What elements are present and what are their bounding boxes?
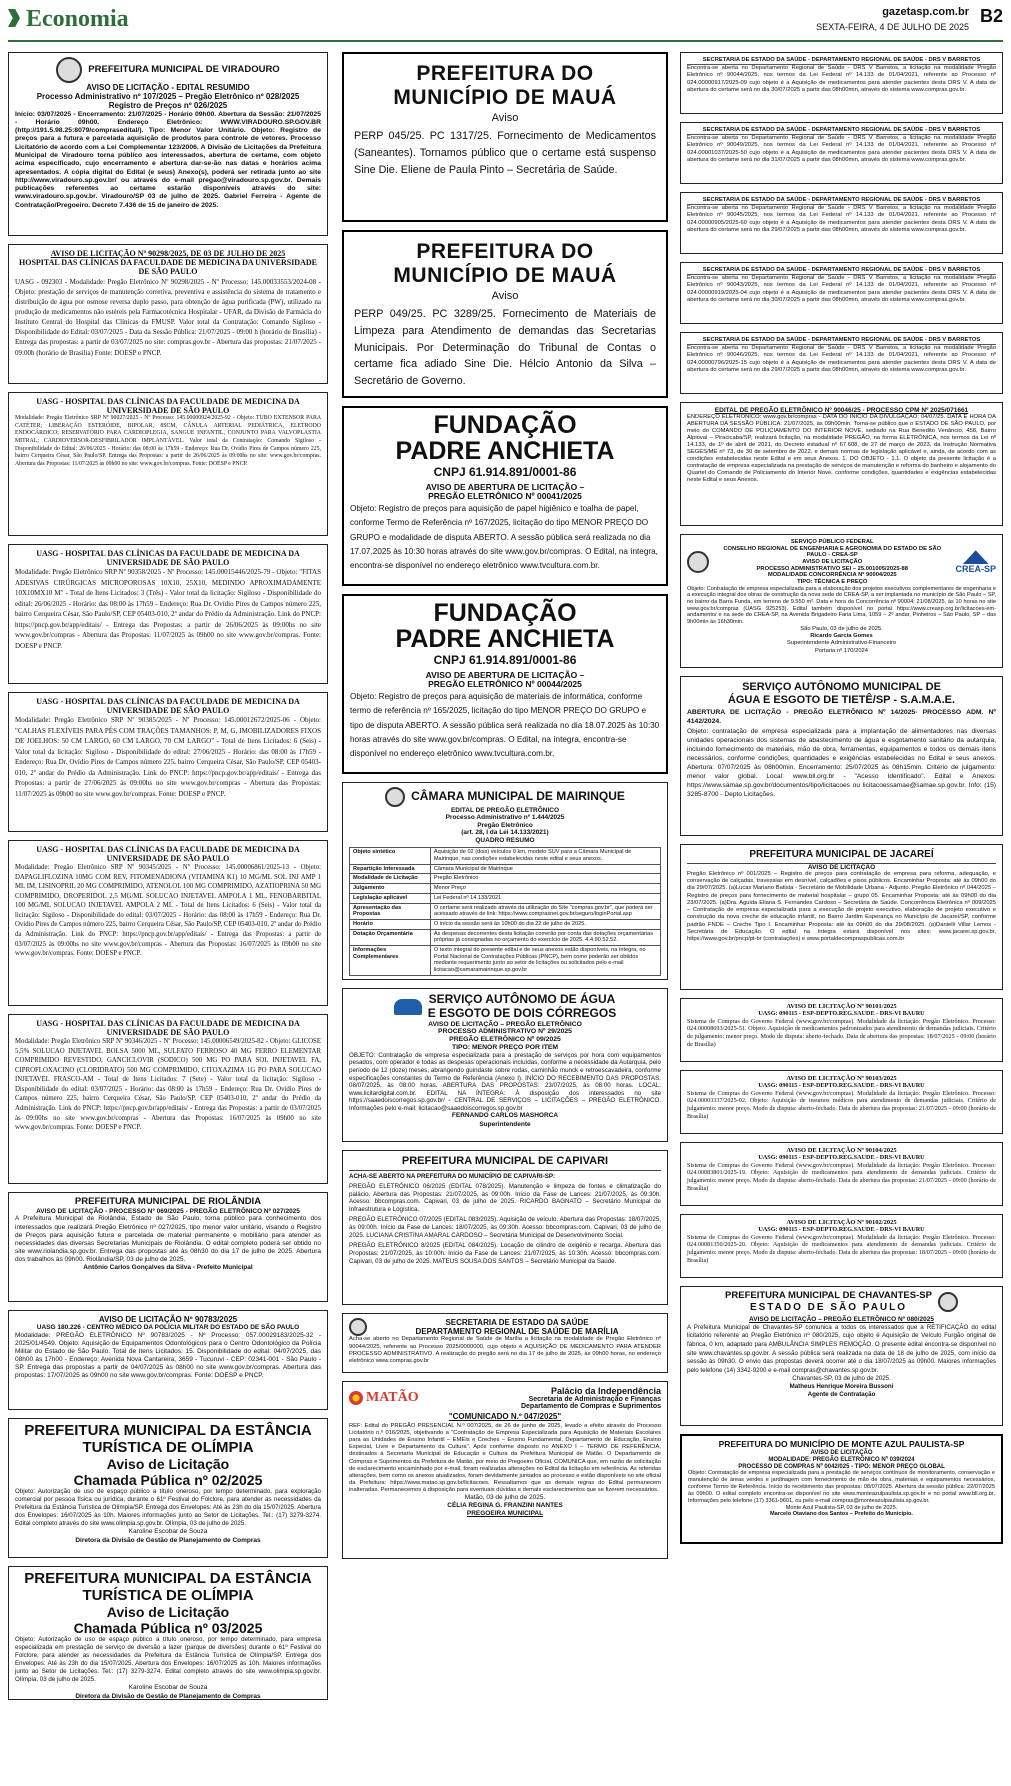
notice-title: PREFEITURA DO <box>416 62 594 85</box>
notice-drs-bauru <box>680 1070 1003 1134</box>
notice-mairinque <box>342 782 668 980</box>
notice-subtitle: PROCESSO DE COMPRAS Nº 0042/025 - TIPO: MENOR PREÇO GLOBAL <box>738 1463 945 1470</box>
notice-title: UASG - HOSPITAL DAS CLÍNICAS DA FACULDADE DE MEDICINA DA UNIVERSIDADE DE SÃO PAULO <box>36 397 300 416</box>
notice-body: Sistema de Compras do Governo Federal (www.gov.br/compras). Modalidade da licitação: Pregão Eletrônico. Processo: 024.00083801/2025-19. Objeto: Aquisição de medicamentos para atendimento de demandas judiciais. Critério de julgamento: menor preço. Modo de disputa: aberto-fechado. Data de abertura das propostas: 21/07/2025 - 09:00 (horário de Brasília) <box>687 1161 996 1192</box>
notice-body: Modalidade: Pregão Eletrônico SRP Nº 90385/2025 - Nº Processo: 145.00012672/2025-06 - Objeto: "CALHAS FLEXÍVEIS PARA PÉS COM TRAÇÕES TAMANHOS: P, M, G, IMOBILIZADORES FIXOS DE JOELHOS: 50 CM LARGO, 60 CM LARGO, 70 CM LARGO" - Total de Itens Licitados: 6 (Seis) - Valor total da licitação: Sigiloso - Disponibilidade do edital: 27/06/2025 - Horário: das 08:00 às 17h59 - Endereço: Rua Dr. Ovídio Pires de Campos número 225, bairro Cerqueira César, São Paulo/SP, CEP 05403-010, 2º andar do Prédio da Administração. Link do PNCP: https://pncp.gov.br/app/editais/ - Entrega das Propostas: a partir de 27/06/2025 às 09:00hs no site www.gov.br/compras - Abertura das Propostas: 11/07/2025 às 09h00 no site www.gov.br/compras. Fonte: DOESP e PNCP. <box>15 716 321 798</box>
summary-key: Dotação Orçamentária <box>350 929 431 945</box>
edition-date: SEXTA-FEIRA, 4 DE JULHO DE 2025 <box>816 22 969 32</box>
summary-key: Modalidade de Licitação <box>350 874 431 884</box>
summary-row <box>350 864 661 874</box>
matao-logo-text: MATÃO <box>366 1390 419 1405</box>
notice-subtitle: TIPO: MENOR PREÇO POR ITEM <box>451 1044 559 1052</box>
notice-capivari <box>342 1150 668 1305</box>
notice-viradouro <box>8 52 328 236</box>
notice-subtitle: UASG: 090115 - ESP-DEPTO.REG.SAUDE - DRS-VI BAURU <box>758 1154 925 1162</box>
notice-signature-role: Diretora da Divisão de Gestão de Planejamento de Compras <box>75 1536 261 1544</box>
notice-body: Encontra-se aberta no Departamento Regional de Saúde - DRS V Barretos, a licitação na modalidade Pregão Eletrônico nº 90049/2025, nos termos da Lei Federal nº 14.133 de 01/04/2021, referente ao Processo nº 024.00001037/2025-50 cujo objeto é a Aquisição de medicamentos para atender pacientes desta DRS V. A data de abertura do certame será no dia 31/07/2025 a partir das 08h00min, através do sistema www.compras.gov.br. <box>687 134 996 164</box>
notice-title: DEPARTAMENTO REGIONAL DE SAÚDE DE MARÍLIA <box>415 1327 619 1337</box>
summary-row <box>350 893 661 903</box>
notice-fundacao-00044 <box>342 594 668 774</box>
header-line: Palácio da Independência <box>550 1386 661 1396</box>
notice-riolandia <box>8 1192 328 1302</box>
header-line: Departamento de Compras e Suprimentos <box>520 1403 661 1410</box>
notice-title: CÂMARA MUNICIPAL DE MAIRINQUE <box>411 789 625 804</box>
header-line: Secretaria de Administração e Finanças <box>528 1396 661 1403</box>
notice-subtitle: Aviso de Licitação <box>106 1456 230 1472</box>
notice-title: E ESGOTO DE DOIS CÓRREGOS <box>427 1005 617 1020</box>
notice-drs-barretos <box>680 262 1003 324</box>
summary-key: Horário <box>350 919 431 929</box>
notice-title: PREFEITURA MUNICIPAL DA ESTÂNCIA TURÍSTICA DE OLÍMPIA <box>24 1570 312 1604</box>
notice-paragraph: PREGÃO ELETRÔNICO 07/2025 (EDITAL 083/2025). Aquisição de veículo. Abertura das Propostas: 18/07/2025, às 09:00h. Início da Fase de Lances: 18/07/2025, às 09:30h. Acesso: bbcompras.com. Capivari, 03 de julho de 2025. LUCIANA CRISTINA AMARAL CARDOSO – Secretária Municipal de Desenvolvimento Social. <box>349 1216 661 1240</box>
notice-subtitle: EDITAL DE PREGÃO ELETRÔNICO <box>450 807 560 814</box>
notice-subtitle: PREGÃO ELETRÔNICO Nº 09/2025 <box>449 1036 561 1044</box>
notice-body: Sistema de Compras do Governo Federal (www.gov.br/compras). Modalidade da licitação: Pregão Eletrônico. Processo: 024.00081350/2025-20. Objeto: Aquisição de medicamentos para atendimento de demandas judiciais. Critério de julgamento: menor preço. Modo de disputa: aberto-fechado. Data de abertura das propostas: 18/07/2025 - 09:00 (horário de Brasília) <box>687 1233 996 1264</box>
notice-body: PERP 045/25. PC 1317/25. Fornecimento de Medicamentos (Saneantes). Tornamos público que o certame está suspenso Sine Die. Eliene de Paula Pinto – Secretária de Saúde. <box>354 130 656 176</box>
notice-body: Modalidade: Pregão Eletrônico SRP Nº 90027/2025 - Nº Processo: 145.00000924/2025-92 - Objeto: TUBO EXTENSOR PARA CATÉTER; LIBERAÇÃO ESTERÓIDE, BIPOLAR, 8SCM, CÂNULA ARTERIAL PEDIÁTRICA, ELETRODO ENDOCÁRDICO; RESERVATÓRIO PARA CARDIOPLEGIA, SANGUE INFANTIL, CONJUNTO PARA VALVOPLASTIA MITRAL; CARDIOVERSOR-DESFIBRILADOR IMPLANTÁVEL. Valor total da Contratação: Comando Sigiloso - Disponibilidade do Edital: 26/06/2025 - Horário: das 08:00 às 17h59 - Endereço: Rua Dr. Ovídio Pires de Campos número 225, bairro Cerqueira César, São Paulo/SP. Entrega das Propostas: a partir de 26/06/2025 às 09:00hs no site: www.gov.br/compras. Abertura das Propostas: 11/07/2025 às 09h00 no site: www.gov.br/compras. Fonte: DOESP e PNCP. <box>15 415 321 467</box>
notice-body: Modalidade: Pregão Eletrônico SRP Nº 90358/2025 - Nº Processo: 145.00015446/2025-79 - Objeto: "FITAS ADESIVAS CIRÚRGICAS MICROPOROSAS 10X10, 25X10, MEDINDO APROXIMADAMENTE 10X10MX10 M" - Total de Itens Licitados: 3 (Três) - Valor total da licitação: Sigiloso - Disponibilidade do edital: 26/06/2025 - Horário: das 08:00 às 17h59 - Endereço: Rua Dr. Ovídio Pires de Campos número 225, bairro Cerqueira César, São Paulo/SP, CEP 05403-010, 2º andar do Prédio da Administração. Link do PNCP: https://pncp.gov.br/app/editais/ - Entrega das Propostas: a partir de 26/06/2025 às 09:00hs no site www.gov.br/compras - Abertura das Propostas: 11/07/2025 às 09h00 no site www.gov.br/compras. Fonte: DOESP e PNCP. <box>15 568 321 650</box>
notice-drs-barretos <box>680 192 1003 254</box>
notice-body: Objeto: Registro de preços para aquisição de materiais de informática, conforme termo de referência nº 165/2025, licitação do tipo MENOR PREÇO DO GRUPO e tipo de disputa ABERTO. A sessão pública será realizada no dia 18.07.2025 às 10:30 horas através do site www.gov.br/compras. O Edital, na íntegra, encontra-se disponível no endereço eletrônico www.tvcultura.com.br. <box>350 692 660 759</box>
notice-pm-odonto <box>8 1310 328 1410</box>
notice-hc-90346 <box>8 1014 328 1184</box>
notice-body: Encontra-se aberta no Departamento Regional de Saúde - DRS V Barretos, a licitação na modalidade Pregão Eletrônico nº 90045/2025, nos termos da Lei Federal nº 14.133 de 01/04/2021, referente ao Processo nº 024.00000905/2025-60 cujo objeto é a Aquisição de medicamentos para atender pacientes desta DRS V. A data de abertura do certame será no dia 29/07/2025 a partir das 08h00min, através do sistema www.compras.gov.br. <box>687 204 996 234</box>
notice-title: PREFEITURA MUNICIPAL DE CHAVANTES-SP <box>725 1290 932 1301</box>
notice-title: SERVIÇO AUTÔNOMO MUNICIPAL DE <box>742 681 941 693</box>
cnpj-label: CNPJ 61.914.891/0001-86 <box>433 464 577 479</box>
notice-subtitle: UASG: 090115 - ESP-DEPTO.REG.SAUDE - DRS-VI BAURU <box>758 1226 925 1234</box>
notice-body: Pregão Eletrônico nº 001/2025 – Registro de preços para contratação de empresa para reforma, adequação, e conservação de calçadas, travessias em desnível, calçadões e pisos públicos. Encaminhar Proposta: até às 09h00 do dia 29/07/2025. (a)Lucas Mariano Batista - Secretário de Mobilidade Urbana - Adjunto. Pregão Eletrônico nº 044/2025 – Registro de preços para fornecimento de material hospitalar – grupo 05. Encaminhar Proposta: até às 09h00 do dia 23/07/2025. (a)Dra. Aguida Eliana S. Fernandes Cardoso – Secretária de Saúde. Concorrência Eletrônica nº 009/2025 – Contratação de empresa especializada para a execução de projeto executivo, elaboração de projeto executivo e construção da nova creche de educação infantil, no Bairro Jardim Esperança no Município de Jacareí/SP, conforme padrão FNDE – Creche Tipo I. Encaminhar Proposta: até às 09h00 do dia 29/08/2025. (a)Danielli Villar Lemos - Secretária de Educação. O edital na íntegra estará disponível nos sites: www.jacarei.sp.gov.br, https://www.gov.br/pncp/pt-br (contratações) e www.portaldecompraspublicas.com.br <box>687 870 996 943</box>
notice-title: AVISO DE LICITAÇÃO Nº 90102/2025 <box>786 1219 897 1226</box>
notice-title: MUNICÍPIO DE MAUÁ <box>393 264 617 288</box>
notice-subtitle: ACHA-SE ABERTO NA PREFEITURA DO MUNICÍPIO DE CAPIVARI-SP: <box>349 1172 556 1180</box>
notice-subtitle: Chamada Pública nº 03/2025 <box>73 1620 263 1636</box>
notice-title: SECRETARIA DE ESTADO DA SAÚDE - DEPARTAMENTO REGIONAL DE SAÚDE - DRS V BARRETOS <box>687 267 996 275</box>
notice-body: Encontra-se aberta no Departamento Regional de Saúde - DRS V Barretos, a licitação na modalidade Pregão Eletrônico nº 90043/2025, nos termos da Lei Federal nº 14.133 de 01/04/2021, referente ao Processo nº 024.00000919/2025-04 cujo objeto é a Aquisição de medicamentos para atender pacientes desta DRS V. A data de abertura do certame será no dia 30/07/2025 a partir das 08h00min, através do sistema www.compras.gov.br. <box>687 274 996 304</box>
notice-subtitle: ESTADO DE SÃO PAULO <box>749 1301 908 1313</box>
notice-title: PADRE ANCHIETA <box>395 437 615 466</box>
section-title <box>8 6 129 33</box>
summary-value: Pregão Eletrônico <box>430 874 660 884</box>
notice-portaria: Portaria nº 170/2024 <box>814 647 869 654</box>
notice-hc-90027 <box>8 392 328 536</box>
notice-body: Objeto: Registro de preços para aquisição de papel higiênico e toalha de papel, conforme Termo de Referência nº 167/2025, licitação do tipo MENOR PREÇO DO GRUPO e modalidade de disputa ABERTO. A sessão pública será realizada no dia 17.07.2025 às 10:30 horas através do site www.gov.br/compras. O Edital, na íntegra, encontra-se disponível no endereço eletrônico www.tvcultura.com.br. <box>350 504 658 571</box>
flower-icon <box>349 1391 363 1405</box>
notice-title: SECRETARIA DE ESTADO DA SAÚDE <box>445 1318 589 1327</box>
notice-body: Sistema de Compras do Governo Federal (www.gov.br/compras). Modalidade da licitação: Pregão Eletrônico. Processo: 024.00008693/2025-51. Objeto: Aquisição de medicamentos padronizados para atendimento de demandas judiciais. Critério de julgamento: menor preço. Modo de disputa: aberto-fechado. Data de abertura das propostas: 18/07/2025 - 09:00 (horário de Brasília) <box>687 1017 996 1048</box>
notice-subtitle: QUADRO RESUMO <box>475 836 535 844</box>
notice-body: UASG - 092303 - Modalidade: Pregão Eletrônico Nº 90298/2025 - Nº Processo: 145.00033553/2024-08 - Objeto: prestação de serviços de manutenção corretiva, preventiva e assistência do sistema de tratamento e distribuição de água por osmose reversa duplo passo, para obtenção de água purificada (PW), utilizado na produção de medicamentos não estéreis pela Farmacotécnica Hospitalar - UFAR, da Divisão de Farmácia do Instituto Central do Hospital das Clínicas da FMUSP. Valor total da Contratação: Comando Sigiloso - Disponibilidade do Edital: 03/07/2025 - Data da Sessão Pública: 21/07/2025 - 09:00 h (horário de Brasília) - Entrega das propostas: a partir de 03/07/2025 no site: compras.gov.br - Abertura das propostas: 21/07/2025 - 09:00h (horário de Brasília) Fonte: DOESP e PNCP. <box>15 277 321 357</box>
notice-subtitle: AVISO DE ABERTURA DE LICITAÇÃO – <box>425 669 585 680</box>
city-seal-icon <box>56 57 82 83</box>
notice-title: PADRE ANCHIETA <box>395 625 615 654</box>
city-seal-icon <box>938 1292 958 1312</box>
notice-subtitle: MODALIDADE: PREGÃO ELETRÔNICO Nº 039/2024 <box>768 1456 915 1463</box>
notice-title: SECRETARIA DE ESTADO DA SAÚDE - DEPARTAMENTO REGIONAL DE SAÚDE - DRS V BARRETOS <box>687 127 996 135</box>
notice-signature: Ricardo Garcia Gomes <box>810 633 873 640</box>
notice-drs-barretos <box>680 332 1003 394</box>
notice-subtitle: ABERTURA DE LICITAÇÃO - PREGÃO ELETRÔNICO Nº 14/2025- PROCESSO ADM. Nº 4142/2024. <box>687 709 996 725</box>
section-label: Economia <box>26 6 129 32</box>
notice-subtitle: AVISO DE LICITAÇÃO – PREGÃO ELETRÔNICO <box>428 1020 582 1028</box>
notice-chavantes <box>680 1286 1003 1426</box>
page-header <box>8 4 1003 42</box>
summary-row <box>350 946 661 976</box>
notice-paragraph: PREGÃO ELETRÔNICO 06/2025 (EDITAL 078/2025). Manutenção e limpeza de fontes e climatização do palácio. Abertura das Propostas: 21/07/2025, às 09:00h. Início da Fase de Lances: 21/07/2025, às 09:30h. Acesso: bbcompras.com. Capivari, 03 de julho de 2025. RICARDO BAGNATO – Secretário Municipal de Infraestrutura e Logística. <box>349 1182 661 1214</box>
notice-date: Matão, 03 de julho de 2025. <box>464 1493 546 1501</box>
notice-body: Objeto: contratação de empresa especializada para a implantação de alimentadores nas diversas unidades operacionais dos sistemas de abastecimento de água e esgotamento sanitário da autarquia, incluindo fornecimento de materiais, mão de obra, ferramentas, equipamentos e todos os demais itens necessários, conforme condições, quantidades e exigências estabelecidas no Edital e seus anexos. Abertura: 07/07/2025 às 08h00min. Encerramento: 25/07/2025 às 08h15min. Critério de julgamento: menor valor global. Local: www.bll.org.br - "Acesso Identificado". Edital e Anexos: https://www.samae.sp.gov.br/documentos/tipo/licitacoes ou licitacoessamae@samae.sp.gov.br. Info: (15) 3285-8700 - Depto Licitações. <box>687 727 996 799</box>
notice-title: MUNICÍPIO DE MAUÁ <box>393 86 617 110</box>
notice-body: Modalidade: Pregão Eletrônico SRP Nº 90346/2025 - Nº Processo: 145.00006549/2025-82 - Objeto: GLICOSE 5,5% SOLUCAO INJETAVEL BOLSA 5000 ML, SULFATO FERROSO 40 MG FERRO ELEMENTAR COMPRIMIDO REVESTIDO, GANCICLOVIR (SODICO) 500 MG PO PARA SOL INJETAVEL FA, CIPROFLOXACINO (CLORIDRATO) 500 MG COMPRIMIDO, CITOXAZIMA 1G PO PARA SOLUCAO INJETAVEL FRASCO-AM - Total de Itens Licitados: 7 (Sete) - Valor total da licitação: Sigiloso - Disponibilidade do edital: 03/07/2025 - Horário: das 08:00 às 17h59 - Endereço: Rua Dr. Ovídio Pires de Campos número 225, bairro Cerqueira César, São Paulo/SP, CEP 05403-010, 2º andar do Prédio da Administração. Link do PNCP: https://pncp.gov.br/app/editais/ - Entrega das Propostas: a partir de 03/07/2025 às 09:00hs no site www.gov.br/compras - Abertura das Propostas: 16/07/2025 às 09h00 no site www.gov.br/compras. Fonte: DOESP e PNCP. <box>15 1038 321 1132</box>
summary-value: Menor Preço <box>430 884 660 894</box>
notice-subtitle: AVISO DE LICITAÇÃO <box>810 1449 873 1456</box>
summary-key: Julgamento <box>350 884 431 894</box>
summary-value: Câmara Municipal de Mairinque <box>430 864 660 874</box>
summary-key: Objeto sintético <box>350 848 431 864</box>
notice-signature-role: Superintendente <box>479 1120 531 1128</box>
page-number: B2 <box>979 6 1003 26</box>
notice-body: Encontra-se aberta no Departamento Regional de Saúde - DRS V Barretos, a licitação na modalidade Pregão Eletrônico nº 90046/2025, nos termos da Lei Federal nº 14.133 de 01/04/2021, referente ao Processo nº 024.00000796/2025-15 cujo objeto é a Aquisição de medicamentos para atender pacientes desta DRS V. A data de abertura do certame será no dia 29/07/2025 a partir das 08h00min, através do sistema www.compras.gov.br. <box>687 344 996 374</box>
notice-body: Objeto: Contratação de empresa especializada para a elaboração dos projetos executivos complementares de engenharia e a execução integral dos obras de construção da nova sede do CREA-SP, a ser implantada no município de São Paulo – SP, no bairro da Barra Funda, em terreno de 9.550 m². Data e hora da Concorrência nº 90004: 21/08/2025, às 10 horas no site www.gov.br/compras (UASG 925253). Edital também disponível no portal https://www.creasp.org.br/licitacoes-em-andamento/ e na sede do CREA-SP, na Avenida Brigadeiro Faria Lima, 1059 – 2º andar, Pinheiros – São Paulo, SP – das 9h00min às 16h30min. <box>687 585 996 626</box>
notice-date: Chavantes-SP, 03 de julho de 2025. <box>792 1375 891 1383</box>
notice-signature: Antônio Carlos Gonçalves da Silva - Prefeito Municipal <box>83 1264 253 1272</box>
notice-saae-dois-corregos <box>342 988 668 1142</box>
notice-date: Monte Azul Paulista-SP, 03 de julho de 2025. <box>785 1504 898 1511</box>
notice-paragraph: PREGÃO ELETRÔNICO 8/2025 (EDITAL 084/2025). Locação de cilindro de oxigênio e recarga. Abertura das Propostas: 21/07/2025, às 10:00h. Início da Fase de Lances: 21/07/2025, às 10:30h. Acesso: bbcompras.com. Capivari, 03 de julho de 2025. MATEUS SOUSA DOS SANTOS – Secretário Municipal da Saúde. <box>349 1242 661 1266</box>
summary-row <box>350 903 661 919</box>
notice-fundacao-00041 <box>342 406 668 586</box>
notice-title: UASG - HOSPITAL DAS CLÍNICAS DA FACULDADE DE MEDICINA DA UNIVERSIDADE DE SÃO PAULO <box>36 845 300 864</box>
notice-subtitle: UASG: 090115 - ESP-DEPTO.REG.SAUDE - DRS-VI BAURU <box>758 1082 925 1090</box>
notice-body: A Prefeitura Municipal de Riolândia, Estado de São Paulo, torna público para conhecimento dos interessados que realizará Pregão Eletrônico nº 027/2025, tipo menor valor unitário, visando o Registro de Preços para aquisição futura e parcelada de material permanente e mobiliário para atender as necessidades das diversas Secretarias Municipais de Riolândia. O edital completo poderá ser obtido no site www.riolandia.sp.gov.br. Entrega das propostas até às 08h30 do dia 17 de julho de 2025. Abertura dos trabalhos às 09h00. Riolândia/SP, 03 de julho de 2025. <box>15 1215 321 1264</box>
notice-subtitle: AVISO DE ABERTURA DE LICITAÇÃO – <box>425 481 585 492</box>
notice-title: PREFEITURA MUNICIPAL DE JACAREÍ <box>687 849 996 864</box>
notice-title: EDITAL DE PREGÃO ELETRÔNICO Nº 90046/25 - PROCESSO CPM Nº 2025/071661 <box>714 407 969 414</box>
notice-saae-tiete <box>680 676 1003 836</box>
matao-logo <box>349 1390 419 1406</box>
notice-drs-barretos <box>680 52 1003 114</box>
notice-title: PREFEITURA MUNICIPAL DE VIRADOURO <box>88 63 280 75</box>
notice-subtitle: AVISO DE LICITAÇÃO <box>807 863 876 871</box>
notice-body: Sistema de Compras do Governo Federal (www.gov.br/compras). Modalidade da licitação: Pregão Eletrônico. Processo: 024.00003337/2025-02. Objeto: Aquisição de insumos médicos para atendimento de demandas judiciais. Critério de julgamento: menor preço. Modo de disputa: aberto-fechado. Data de abertura das propostas: 21/07/2025 - 09:00 (horário de Brasília) <box>687 1089 996 1120</box>
crea-logo-mark <box>963 550 989 564</box>
notice-subtitle: Processo Administrativo nº 107/2025 – Pregão Eletrônico nº 028/2025 <box>36 92 300 102</box>
notice-title: AVISO DE LICITAÇÃO Nº 90104/2025 <box>786 1147 897 1154</box>
notice-title: PREFEITURA MUNICIPAL DE CAPIVARI <box>349 1155 661 1171</box>
notice-title: AVISO DE LICITAÇÃO Nº 90783/2025 <box>98 1315 238 1324</box>
summary-key: Informações Complementares <box>350 946 431 976</box>
summary-value: Aquisição de 02 (dois) veículos 0 km, modelo SUV para a Câmara Municipal de Mairinque, nas condições estabelecidas neste edital e seus anexos. <box>430 848 660 864</box>
notice-title: SECRETARIA DE ESTADO DA SAÚDE - DEPARTAMENTO REGIONAL DE SAÚDE - DRS V BARRETOS <box>687 337 996 345</box>
notice-subtitle: PREGÃO ELETRÔNICO Nº 00044/2025 <box>428 679 582 690</box>
summary-value: O certame será realizado através da utilização do Site "compras.gov.br", que poderá ser acessado através de link: https://www.comprasnet.gov.br/seguro/loginPortal.asp <box>430 903 660 919</box>
notice-body: Modalidade: Pregão Eletrônico SRP Nº 90345/2025 - Nº Processo: 145.00006861/2025-13 - Objeto: DAPAGLIFLOZINA 10MG COM REV, FITOMENADIONA (VITAMINA K1) 10 MG/ML SOL INJ AMP 1 ML IM, LISINOPRIL 20 MG COMPRIMIDO, ATENOLOL 100 MG COMPRIMIDO, AZATIOPRINA 50 MG COMPRIMIDO, DROPERIDOL 2,5 MG/ML SOLUCAO INJETAVEL AMPOLA 1 ML, FENOBARBITAL 100 MG/ML SOLUCAO INJETAVEL AMPOLA 2 ML - Total de Itens Licitados: 6 (Seis) - Valor total da licitação: Sigiloso - Disponibilidade do edital: 03/07/2025 - Horário: das 08:00 às 17h59 - Endereço: Rua Dr. Ovídio Pires de Campos número 225, bairro Cerqueira César, São Paulo/SP, CEP 05403-010, 2º andar do Prédio da Administração. Link do PNCP: https://pncp.gov.br/app/editais/ - Entrega das Propostas: a partir de 03/07/2025 às 09:00hs no site www.gov.br/compras - Abertura das Propostas: 16/07/2025 às 09h00 no site www.gov.br/compras. Fonte: DOESP e PNCP. <box>15 864 321 958</box>
summary-key: Repartição Interessada <box>350 864 431 874</box>
notice-body: REF: Edital do PREGÃO PRESENCIAL N.º 007/2025, de 26 de junho de 2025, levado a efeito através do Processo Licitatório n.º 016/2025, objetivando a "Contratação de Empresa Especializada para Aquisição de Materiais Escolares para as Unidades de Ensino Infantil – EMEIs e Creches – Ensino Fundamental, Departamento de Educação, Ensino Especial, Livre e Departamento da Cultura". Após conforme disposto no ANEXO I – TERMO DE REFERÊNCIA, destinados à Secretaria Municipal de Educação e Cultura da Prefeitura Municipal de Matão. O Departamento de Compras e Suprimentos da Prefeitura de Matão, por meio do Pregoeiro Oficial, COMUNICA que, em razão de solicitação de esclarecimento encaminhado por e-mail, foram realizadas alterações no Edital da licitação em referência. As referidas alterações, bem como os anexos atualizados, foram devidamente juntados ao processo e estão disponíveis no site oficial da Prefeitura: https://www.matao.sp.gov.br/licitacoes. Ressaltamos que as demais regras do Edital permanecem inalteradas. Permanecemos à disposição para eventuais dúvidas e demais esclarecimentos que se fizerem necessários. <box>349 1423 661 1493</box>
notice-title: SECRETARIA DE ESTADO DA SAÚDE - DEPARTAMENTO REGIONAL DE SAÚDE - DRS V BARRETOS <box>687 57 996 65</box>
notice-hc-90345 <box>8 840 328 1006</box>
crea-logo-text: CREA-SP <box>955 564 996 575</box>
notice-subtitle: UASG 180.226 - CENTRO MÉDICO DA POLÍCIA MILITAR DO ESTADO DE SÃO PAULO <box>36 1324 300 1332</box>
notice-title: PREFEITURA MUNICIPAL DA ESTÂNCIA TURÍSTICA DE OLÍMPIA <box>24 1422 312 1456</box>
notice-drs-barretos <box>680 122 1003 184</box>
notice-pm-interior <box>680 402 1003 526</box>
notice-title: FUNDAÇÃO <box>433 411 577 439</box>
notice-title: ÁGUA E ESGOTO DE TIETÊ/SP - S.A.M.A.E. <box>727 693 956 706</box>
notice-body: PERP 049/25. PC 3289/25. Fornecimento de Materiais de Limpeza para Atendimento de demandas das Secretarias Municipais. Por Determinação do Tribunal de Contas o certame fica adiado Sine Die. Hélcio Antonio da Silva – Secretário de Governo. <box>354 308 656 388</box>
notice-body: Acha-se aberto no Departamento Regional de Saúde de Marília a licitação na modalidade de Pregão Eletrônico nº 90044/2025, referente ao Processo 2025/0000000, cujo objeto é AQUISIÇÃO DE MEDICAMENTO PARA ATENDER PROCESSO ADMINISTRATIVO. A realização do pregão será no dia 17 de julho de 2025, às 09h00 horas, no endereço eletrônico www.compras.gov.br <box>349 1336 661 1365</box>
notice-title: PREFEITURA DO MUNICÍPIO DE MONTE AZUL PAULISTA-SP <box>718 1439 965 1449</box>
state-seal-icon <box>349 1318 367 1336</box>
column-middle <box>342 52 668 1567</box>
notice-body: OBJETO: Contratação de empresa especializada para a prestação de serviços por hora com equipamentos pesados, com operador e todas as despesas operacionais incluídas, conforme a necessidade da Autarquia, pelo período de 12 (doze) meses, abrangendo guindaste sobre rodas, caminhão munck e retroescavadeira, conforme especificações constantes do Termo de Referência (Anexo I). INÍCIO DO RECEBIMENTO DAS PROPOSTAS: 08/07/2025, às 08:00 horas. ABERTURA DAS PROPOSTAS: 23/07/2025, às 08:00 horas. LOCAL: www.licitardigital.com.br. EDITAL NA ÍNTEGRA: À disposição dos interessados no site https://saaedoiscorregos.sp.gov.br/ - CENTRAL DE SERVIÇOS – LICITAÇÕES – PREGÃO ELETRÔNICO. Informações pelo e-mail: licitacao@saaedoiscorregos.sp.gov.br <box>349 1051 661 1112</box>
notice-title: AVISO DE LICITAÇÃO Nº 90101/2025 <box>786 1003 897 1010</box>
notice-maua-045 <box>342 52 668 222</box>
notice-crea-sp <box>680 534 1003 668</box>
city-seal-icon <box>385 787 405 807</box>
notice-subtitle: PREGÃO ELETRÔNICO Nº 00041/2025 <box>428 491 582 502</box>
summary-row <box>350 874 661 884</box>
notice-subtitle: AVISO DE LICITAÇÃO <box>802 558 863 565</box>
chevron-right-icon <box>8 9 20 27</box>
notice-body: Início: 03/07/2025 - Encerramento: 21/07/2025 - Horário 09h00. Abertura da Sessão: 21/07/2025 - Horário 09h00. Endereço Eletrônico: WWW.VIRADOURO.SP.GOV.BR (http://191.5.98.25:8079/comprasedital/). Tipo: Menor Valor Unitário. Objeto: Registro de preços para a futura e parcelada aquisição de produtos para controle de vetores. Processo Licitatório de acordo com a Lei Complementar 123/2006. A Divisão de Licitações da Prefeitura Municipal de Viradouro torna público aos interessados, abertura de certame, com objeto acima especificado, cujo encerramento e abertura dar-se-ão nas datas e horários acima apresentados. A cópia digital do Edital (e seus) Anexo(s), poderá ser retirada junto ao site http://www.viradouro.sp.gov.br/ ou através do e-mail pregao@viradouro.sp.gov.br. Demais publicações referentes ao certame estarão disponíveis através do site: www.viradouro.sp.gov.br. Viradouro/SP 03 de julho de 2025. Gabriel Ferreira - Agente de Contratação/Pregoeiro. Decreto 7.436 de 15 de janeiro de 2025. <box>15 110 321 209</box>
notice-signature-role: PREGOEIRA MUNICIPAL <box>466 1510 544 1518</box>
notice-signature: FERNANDO CARLOS MASHORCA <box>451 1112 559 1120</box>
notice-matao <box>342 1381 668 1559</box>
notice-subtitle: (art. 28, I da Lei 14.133/2021) <box>461 829 549 837</box>
notice-title: PREFEITURA MUNICIPAL DE RIOLÂNDIA <box>74 1196 262 1207</box>
column-right <box>680 52 1003 1552</box>
drs-barretos-list <box>680 52 1003 394</box>
notice-subtitle: SERVIÇO PÚBLICO FEDERAL <box>790 539 874 545</box>
notice-maua-049 <box>342 230 668 398</box>
notice-jacarei <box>680 844 1003 990</box>
notice-monte-azul <box>680 1434 1003 1544</box>
notice-title: SECRETARIA DE ESTADO DA SAÚDE - DEPARTAMENTO REGIONAL DE SAÚDE - DRS V BARRETOS <box>687 197 996 205</box>
summary-value: As despesas decorrentes desta licitação correrão por conta das dotações orçamentárias próprias já consignadas no orçamento do exercício de 2025. 4.4.90.52.52. <box>430 929 660 945</box>
notice-title: UASG - HOSPITAL DAS CLÍNICAS DA FACULDADE DE MEDICINA DA UNIVERSIDADE DE SÃO PAULO <box>36 697 300 716</box>
notice-title: SERVIÇO AUTÔNOMO DE ÁGUA <box>428 992 616 1006</box>
notice-signature: CÉLIA REGINA G. FRANZINI NANTES <box>447 1502 563 1510</box>
notice-signature-role: Diretora da Divisão de Gestão de Planejamento de Compras <box>75 1692 261 1700</box>
notice-subtitle: Aviso <box>491 290 519 303</box>
site-name[interactable]: gazetasp.com.br <box>882 6 969 18</box>
notice-title: UASG - HOSPITAL DAS CLÍNICAS DA FACULDADE DE MEDICINA DA UNIVERSIDADE DE SÃO PAULO <box>36 549 300 568</box>
summary-row <box>350 919 661 929</box>
summary-row <box>350 848 661 864</box>
notice-subtitle: Aviso <box>491 112 519 125</box>
notice-signature: Matheus Henrique Moreira Bussoni <box>789 1383 894 1391</box>
notice-body: Objeto: Autorização de uso de espaço público a título oneroso, por tempo determinado, para exploração comercial por pessoa física ou jurídica, durante o 61º Festival do Folclore, para atender as necessidades da Prefeitura da Estância Turística de Olímpia/SP. Entrega dos Envelopes: Até às 23h do dia 15/07/2025. Abertura dos Envelopes: 16/07/2025 às 10h. Maiores informações junto ao Setor de Licitações. Tel.: (17) 3279-3274. Edital completo através do site www.olimpia.sp.gov.br. Olímpia, 03 de julho de 2025. <box>15 1488 321 1528</box>
notice-subtitle: Registro de Preços nº 026/2025 <box>108 101 228 111</box>
notice-hc-90358 <box>8 544 328 684</box>
notice-subtitle: Pregão Eletrônico <box>477 821 533 829</box>
summary-key: Apresentação das Propostas <box>350 903 431 919</box>
notice-body: Encontra-se aberta no Departamento Regional de Saúde - DRS V Barretos, a licitação na modalidade Pregão Eletrônico nº 90044/2025, nos termos da Lei Federal nº 14.133 de 01/04/2021, referente ao Processo nº 024.00000917/2025-09 cujo objeto é a Aquisição de medicamentos para atender pacientes desta DRS V. A data de abertura do certame será no dia 30/07/2025 a partir das 08h00min, através do sistema www.compras.gov.br. <box>687 64 996 94</box>
notice-title: AVISO DE LICITAÇÃO Nº 90103/2025 <box>786 1075 897 1082</box>
notice-title: CONSELHO REGIONAL DE ENGENHARIA E AGRONOMIA DO ESTADO DE SÃO PAULO - CREA-SP <box>723 545 942 559</box>
notice-signature: Karoline Escobar de Souza <box>128 1528 208 1536</box>
notice-body: Objeto: Contratação de empresa especializada para a prestação de serviços contínuos de monitoramento, conservação e manutenção de áreas verdes e jardinagem com fornecimento de mão de obra, materiais e equipamentos necessários, conforme Termo de Referência. Início do recebimento das propostas: 08/07/2025. Abertura da sessão pública: 22/07/2025 às 09h00. O edital completo encontra-se disponível no site www.monteazulpaulista.sp.gov.br e no portal www.bll.org.br. Informações pelo telefone (17) 3361-9601, ou pelo e-mail compras@monteazulpaulista.sp.gov.br. <box>688 1470 995 1504</box>
notice-title: PREFEITURA DO <box>416 240 594 263</box>
notice-subtitle: PROCESSO ADMINISTRATIVO Nº 29/2025 <box>438 1028 572 1036</box>
notice-subtitle: AVISO DE LICITAÇÃO – PREGÃO ELETRÔNICO Nº 080/2025 <box>749 1316 934 1324</box>
notice-subtitle: HOSPITAL DAS CLÍNICAS DA FACULDADE DE MEDICINA DA UNIVERSIDADE DE SÃO PAULO <box>19 258 317 277</box>
notice-drs-bauru <box>680 1142 1003 1206</box>
cnpj-label: CNPJ 61.914.891/0001-86 <box>433 652 577 667</box>
summary-value: Lei Federal nº 14.133/2021 <box>430 893 660 903</box>
summary-key: Legislação aplicável <box>350 893 431 903</box>
notice-hc-90298 <box>8 244 328 384</box>
notice-subtitle: Processo Administrativo nº 1.444/2025 <box>445 814 565 822</box>
notice-drs-bauru <box>680 998 1003 1062</box>
bauru-notices-list <box>680 998 1003 1278</box>
notice-subtitle: MODALIDADE CONCORRÊNCIA Nº 90004/2025 <box>767 572 897 579</box>
saae-logo-icon <box>394 999 422 1015</box>
notice-olimpia-02 <box>8 1418 328 1558</box>
notice-body: Modalidade: PREGÃO ELETRÔNICO Nº 90783/2025 - Nº Processo: 057.00029183/2025-32 - 2025/01/4549. Objeto: Aquisição de Equipamentos Odontológicos para o Centro Odontológico da Polícia Militar do Estado de São Paulo. Total de Itens Licitados: 15. Disponibilidade do edital: 04/07/2025, das 08h00 às 17h00 - Endereço: Avenida Nova Cantareira, 3659 - Tucuruvi - CEP: 02341-001 - São Paulo - SP. Entrega das propostas a partir de 04/07/2025 às 08h00 no site www.gov.br/compras. Abertura das propostas: 17/07/2025 às 09h00 no site www.gov.br/compras. Fonte: DOESP e PNCP. <box>15 1331 321 1380</box>
notice-title: "COMUNICADO N.º 047/2025" <box>448 1412 562 1421</box>
notice-hc-90385 <box>8 692 328 832</box>
republic-seal-icon <box>687 551 709 573</box>
notice-drs-bauru <box>680 1214 1003 1278</box>
notice-subtitle: AVISO DE LICITAÇÃO - EDITAL RESUMIDO <box>86 83 250 92</box>
crea-logo <box>955 550 996 574</box>
notice-drs-marilia <box>342 1313 668 1373</box>
notice-title: UASG - HOSPITAL DAS CLÍNICAS DA FACULDADE DE MEDICINA DA UNIVERSIDADE DE SÃO PAULO <box>36 1019 300 1038</box>
notice-subtitle: TIPO: TÉCNICA E PREÇO <box>797 578 868 585</box>
notice-signature-role: Superintendente Administrativo-Financeiro <box>786 640 897 647</box>
notice-olimpia-03 <box>8 1566 328 1700</box>
notice-title: FUNDAÇÃO <box>433 599 577 627</box>
notice-subtitle: Chamada Pública nº 02/2025 <box>73 1472 263 1488</box>
summary-row <box>350 884 661 894</box>
notice-body: A Prefeitura Municipal de Chavantes-SP comunica a todos os interessados que a RETIFICAÇÃO do edital licitatório referente ao Pregão Eletrônico nº 080/2025, cujo objeto é Aquisição de Veículo Furgão original de fábrica, 0 km, adaptado para AMBULÂNCIA SIMPLES REMOÇÃO. O presente edital encontra-se disponível no site www.chavantes.sp.gov.br. A sessão pública será realizada na data de 18 de julho de 2025, com início da sessão às 09h30. O envio das propostas deverá ocorrer até o dia 18/07/2025 às 09h00. Maiores informações pelo telefone (14) 3342-9200 e e-mail compras@chavantes.sp.gov.br. <box>687 1323 996 1374</box>
notice-subtitle: Aviso de Licitação <box>106 1604 230 1620</box>
summary-row <box>350 929 661 945</box>
notice-subtitle: PROCESSO ADMINISTRATIVO SEI – 25.001005/2025-88 <box>756 565 908 572</box>
notice-signature: Karoline Escobar de Souza <box>128 1684 208 1692</box>
notice-title: AVISO DE LICITAÇÃO Nº 90298/2025, DE 03 DE JULHO DE 2025 <box>50 249 286 258</box>
notice-subtitle: AVISO DE LICITAÇÃO - PROCESSO Nº 069/2025 - PREGÃO ELETRÔNICO Nº 027/2025 <box>36 1207 300 1215</box>
notice-date: São Paulo, 03 de julho de 2025. <box>800 625 883 632</box>
summary-table <box>349 847 661 976</box>
summary-value: O início da sessão será às 10h00 do dia 22 de julho de 2025. <box>430 919 660 929</box>
notice-body: Objeto: Autorização de uso de espaço público a título oneroso, por tempo determinado, para empresa especializada em prestação de serviço de diversão a lazer (parque de diversões) durante o 61º Festival do Folclore, para atender as necessidades da Prefeitura da Estância Turística de Olímpia/SP. Entrega dos Envelopes: Até às 23h do dia 15/07/2025. Abertura dos Envelopes: 16/07/2025 às 10h. Maiores informações junto ao Setor de Licitações. Tel.: (17) 3279-3274. Edital completo através do site www.olimpia.sp.gov.br. Olímpia, 03 de julho de 2025. <box>15 1636 321 1684</box>
notice-signature-role: Agente de Contratação <box>807 1391 876 1399</box>
notice-subtitle: UASG: 090115 - ESP-DEPTO.REG.SAUDE - DRS-VI BAURU <box>758 1010 925 1018</box>
notice-body: ENDEREÇO ELETRÔNICO: www.gov.br/compras - DATA DO INÍCIO DA DIVULGAÇÃO: 04/07/25. DATA E HORA DA ABERTURA DA SESSÃO PÚBLICA: 21/07/2025, às 09h00min. Torna-se público que o ESTADO DE SÃO PAULO, por meio do COMANDO DE POLICIAMENTO DO INTERIOR NOVE, sediado na Rua Benedito Venâncio, 458, Bairro Alpioval – Piracicaba/SP, realizará licitação, na modalidade PREGÃO, na forma ELETRÔNICA, nos termos da Lei nº 14.133, de 1º de abril de 2021, do Decreto estadual nº 67.608, de 27 de março de 2023, da Instrução Normativa SEGES/ME nº 73, de 30 de setembro de 2022, e demais normas de legislação aplicável e, ainda, de acordo com as condições estabelecidas neste Edital e em seus Anexos. 1. DO OBJETO - 1.1. O objeto da presente licitação é a contratação de empresa especializada na prestação de serviços de manutenção e reforma do banheiro e alojamento do Quartel do Comando de Policiamento do Interior Nove, conforme condições, quantidades e exigências estabelecidas neste Edital e seus Anexos. <box>687 414 996 484</box>
notice-signature: Marcelo Otaviano dos Santos – Prefeito do Município. <box>770 1511 913 1518</box>
summary-value: O texto integral do presente edital e de seus anexos estão disponíveis, na íntegra, no Portal Nacional de Contratações Públicas (PNCP), bem como poderão ser obtidos mediante requerimento junto ao setor de licitações ou solicitados pelo e-mail licitacao@camaramairinque.sp.gov.br <box>430 946 660 976</box>
column-left <box>8 52 328 1708</box>
